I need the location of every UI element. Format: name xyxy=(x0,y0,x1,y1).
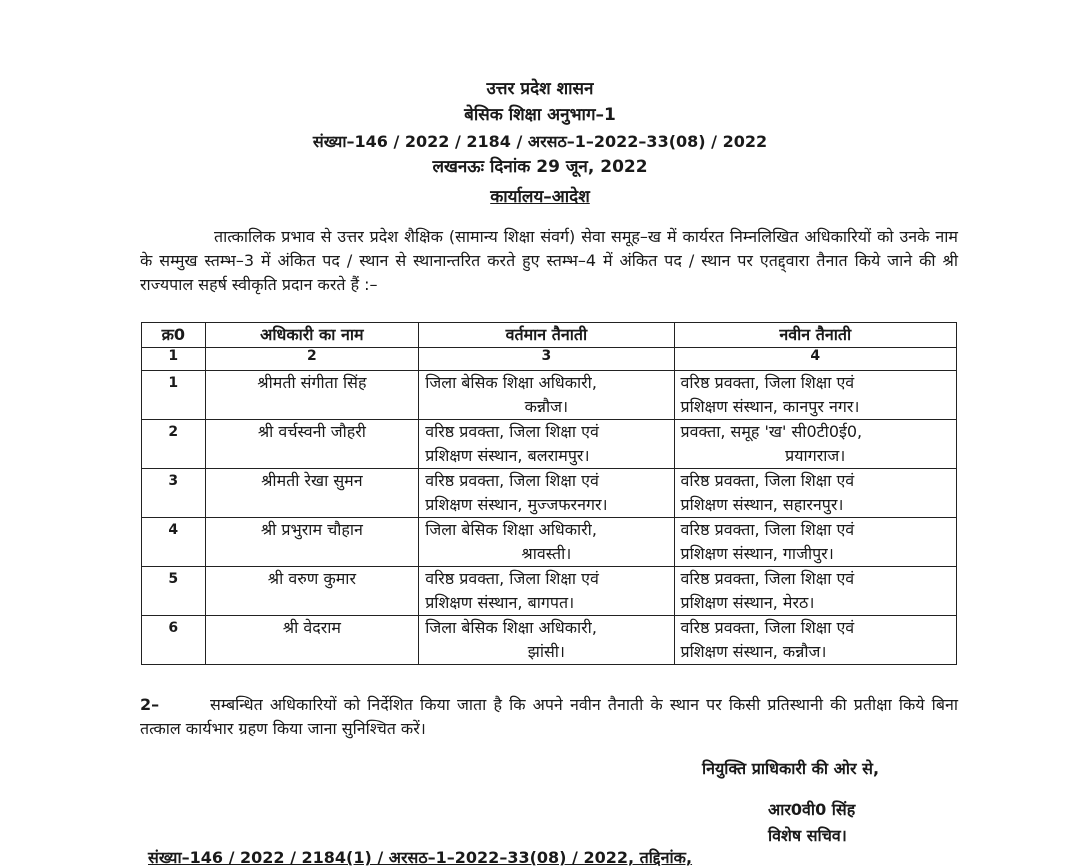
current-posting xyxy=(419,616,674,665)
header-current-posting: वर्तमान तैनाती xyxy=(419,323,674,348)
new-posting-line: वरिष्ठ प्रवक्ता, जिला शिक्षा एवं xyxy=(680,471,855,490)
new-posting-line: वरिष्ठ प्रवक्ता, जिला शिक्षा एवं xyxy=(680,373,855,392)
new-posting-line: प्रशिक्षण संस्थान, कानपुर नगर। xyxy=(680,397,860,416)
signatory-name: आर0वी0 सिंह xyxy=(768,800,856,819)
column-number: 3 xyxy=(419,348,674,371)
new-posting-line: प्रशिक्षण संस्थान, मेरठ। xyxy=(680,593,815,612)
current-posting xyxy=(419,469,674,518)
column-number: 2 xyxy=(205,348,419,371)
reference-number: संख्या–146 / 2022 / 2184 / अरसठ–1–2022–33(08) / 2022 xyxy=(312,132,768,151)
new-posting-line: प्रयागराज। xyxy=(785,446,846,465)
current-posting-line: झांसी। xyxy=(527,642,565,661)
officer-name: श्री प्रभुराम चौहान xyxy=(205,518,419,567)
new-posting-line: वरिष्ठ प्रवक्ता, जिला शिक्षा एवं xyxy=(680,520,855,539)
new-posting xyxy=(674,371,956,420)
new-posting xyxy=(674,616,956,665)
officer-name: श्री वरुण कुमार xyxy=(205,567,419,616)
new-posting xyxy=(674,420,956,469)
table-row xyxy=(142,371,957,420)
column-number: 4 xyxy=(674,348,956,371)
transfer-table xyxy=(141,322,957,665)
on-behalf-line: नियुक्ति प्राधिकारी की ओर से, xyxy=(702,759,880,778)
officer-name: श्री वर्चस्वनी जौहरी xyxy=(205,420,419,469)
government-title: उत्तर प्रदेश शासन xyxy=(486,79,594,99)
row-sno: 4 xyxy=(142,518,206,567)
new-posting-line: प्रवक्ता, समूह 'ख' सी0टी0ई0, xyxy=(680,422,863,441)
footer-reference: संख्या–146 / 2022 / 2184(1) / अरसठ–1–2022–33(08) / 2022, तद्दिनांक, xyxy=(148,848,693,867)
current-posting-line: वरिष्ठ प्रवक्ता, जिला शिक्षा एवं xyxy=(425,471,599,490)
new-posting-line: प्रशिक्षण संस्थान, सहारनपुर। xyxy=(680,495,844,514)
signatory-designation: विशेष सचिव। xyxy=(768,826,847,845)
row-sno: 2 xyxy=(142,420,206,469)
place-date: लखनऊः दिनांक 29 जून, 2022 xyxy=(432,157,648,177)
current-posting-line: कन्नौज। xyxy=(524,397,569,416)
new-posting xyxy=(674,518,956,567)
new-posting-line: प्रशिक्षण संस्थान, गाजीपुर। xyxy=(680,544,834,563)
table-row xyxy=(142,420,957,469)
order-title: कार्यालय–आदेश xyxy=(490,187,590,207)
department-section: बेसिक शिक्षा अनुभाग–1 xyxy=(464,105,616,125)
current-posting xyxy=(419,371,674,420)
row-sno: 1 xyxy=(142,371,206,420)
officer-name: श्रीमती रेखा सुमन xyxy=(205,469,419,518)
new-posting-line: वरिष्ठ प्रवक्ता, जिला शिक्षा एवं xyxy=(680,618,855,637)
header-officer-name: अधिकारी का नाम xyxy=(205,323,419,348)
instruction-paragraph xyxy=(140,693,958,741)
current-posting xyxy=(419,518,674,567)
row-sno: 6 xyxy=(142,616,206,665)
table-row xyxy=(142,616,957,665)
table-header-row xyxy=(142,323,957,348)
row-sno: 3 xyxy=(142,469,206,518)
instruction-text: सम्बन्धित अधिकारियों को निर्देशित किया जाता है कि अपने नवीन तैनाती के स्थान पर किसी प्रतिस्थानी की प्रतीक्षा किये बिना तत्काल कार्यभार ग्रहण किया जाना सुनिश्चित करें। xyxy=(140,695,958,738)
current-posting-line: प्रशिक्षण संस्थान, मुज्जफरनगर। xyxy=(425,495,608,514)
table-row xyxy=(142,469,957,518)
current-posting-line: प्रशिक्षण संस्थान, बागपत। xyxy=(425,593,575,612)
column-number-row xyxy=(142,348,957,371)
current-posting-line: जिला बेसिक शिक्षा अधिकारी, xyxy=(425,520,597,539)
new-posting xyxy=(674,469,956,518)
new-posting xyxy=(674,567,956,616)
current-posting xyxy=(419,420,674,469)
column-number: 1 xyxy=(142,348,206,371)
officer-name: श्रीमती संगीता सिंह xyxy=(205,371,419,420)
officer-name: श्री वेदराम xyxy=(205,616,419,665)
new-posting-line: प्रशिक्षण संस्थान, कन्नौज। xyxy=(680,642,827,661)
current-posting-line: जिला बेसिक शिक्षा अधिकारी, xyxy=(425,373,597,392)
paragraph-number: 2– xyxy=(140,695,160,714)
header-sno: क्र0 xyxy=(142,323,206,348)
current-posting-line: वरिष्ठ प्रवक्ता, जिला शिक्षा एवं xyxy=(425,422,599,441)
current-posting-line: वरिष्ठ प्रवक्ता, जिला शिक्षा एवं xyxy=(425,569,599,588)
intro-paragraph: तात्कालिक प्रभाव से उत्तर प्रदेश शैक्षिक (सामान्य शिक्षा संवर्ग) सेवा समूह–ख में कार्यरत निम्नलिखित अधिकारियों को उनके नाम के सम्मुख स्तम्भ–3 में अंकित पद / स्थान से स्थानान्तरित करते हुए स्तम्भ–4 में अंकित पद / स्थान पर एतद्द्वारा तैनात किये जाने की श्री राज्यपाल सहर्ष स्वीकृति प्रदान करते हैं :– xyxy=(140,227,958,294)
current-posting xyxy=(419,567,674,616)
new-posting-line: वरिष्ठ प्रवक्ता, जिला शिक्षा एवं xyxy=(680,569,855,588)
row-sno: 5 xyxy=(142,567,206,616)
current-posting-line: प्रशिक्षण संस्थान, बलरामपुर। xyxy=(425,446,590,465)
current-posting-line: श्रावस्ती। xyxy=(521,544,572,563)
header-new-posting: नवीन तैनाती xyxy=(674,323,956,348)
table-row xyxy=(142,567,957,616)
table-row xyxy=(142,518,957,567)
current-posting-line: जिला बेसिक शिक्षा अधिकारी, xyxy=(425,618,597,637)
